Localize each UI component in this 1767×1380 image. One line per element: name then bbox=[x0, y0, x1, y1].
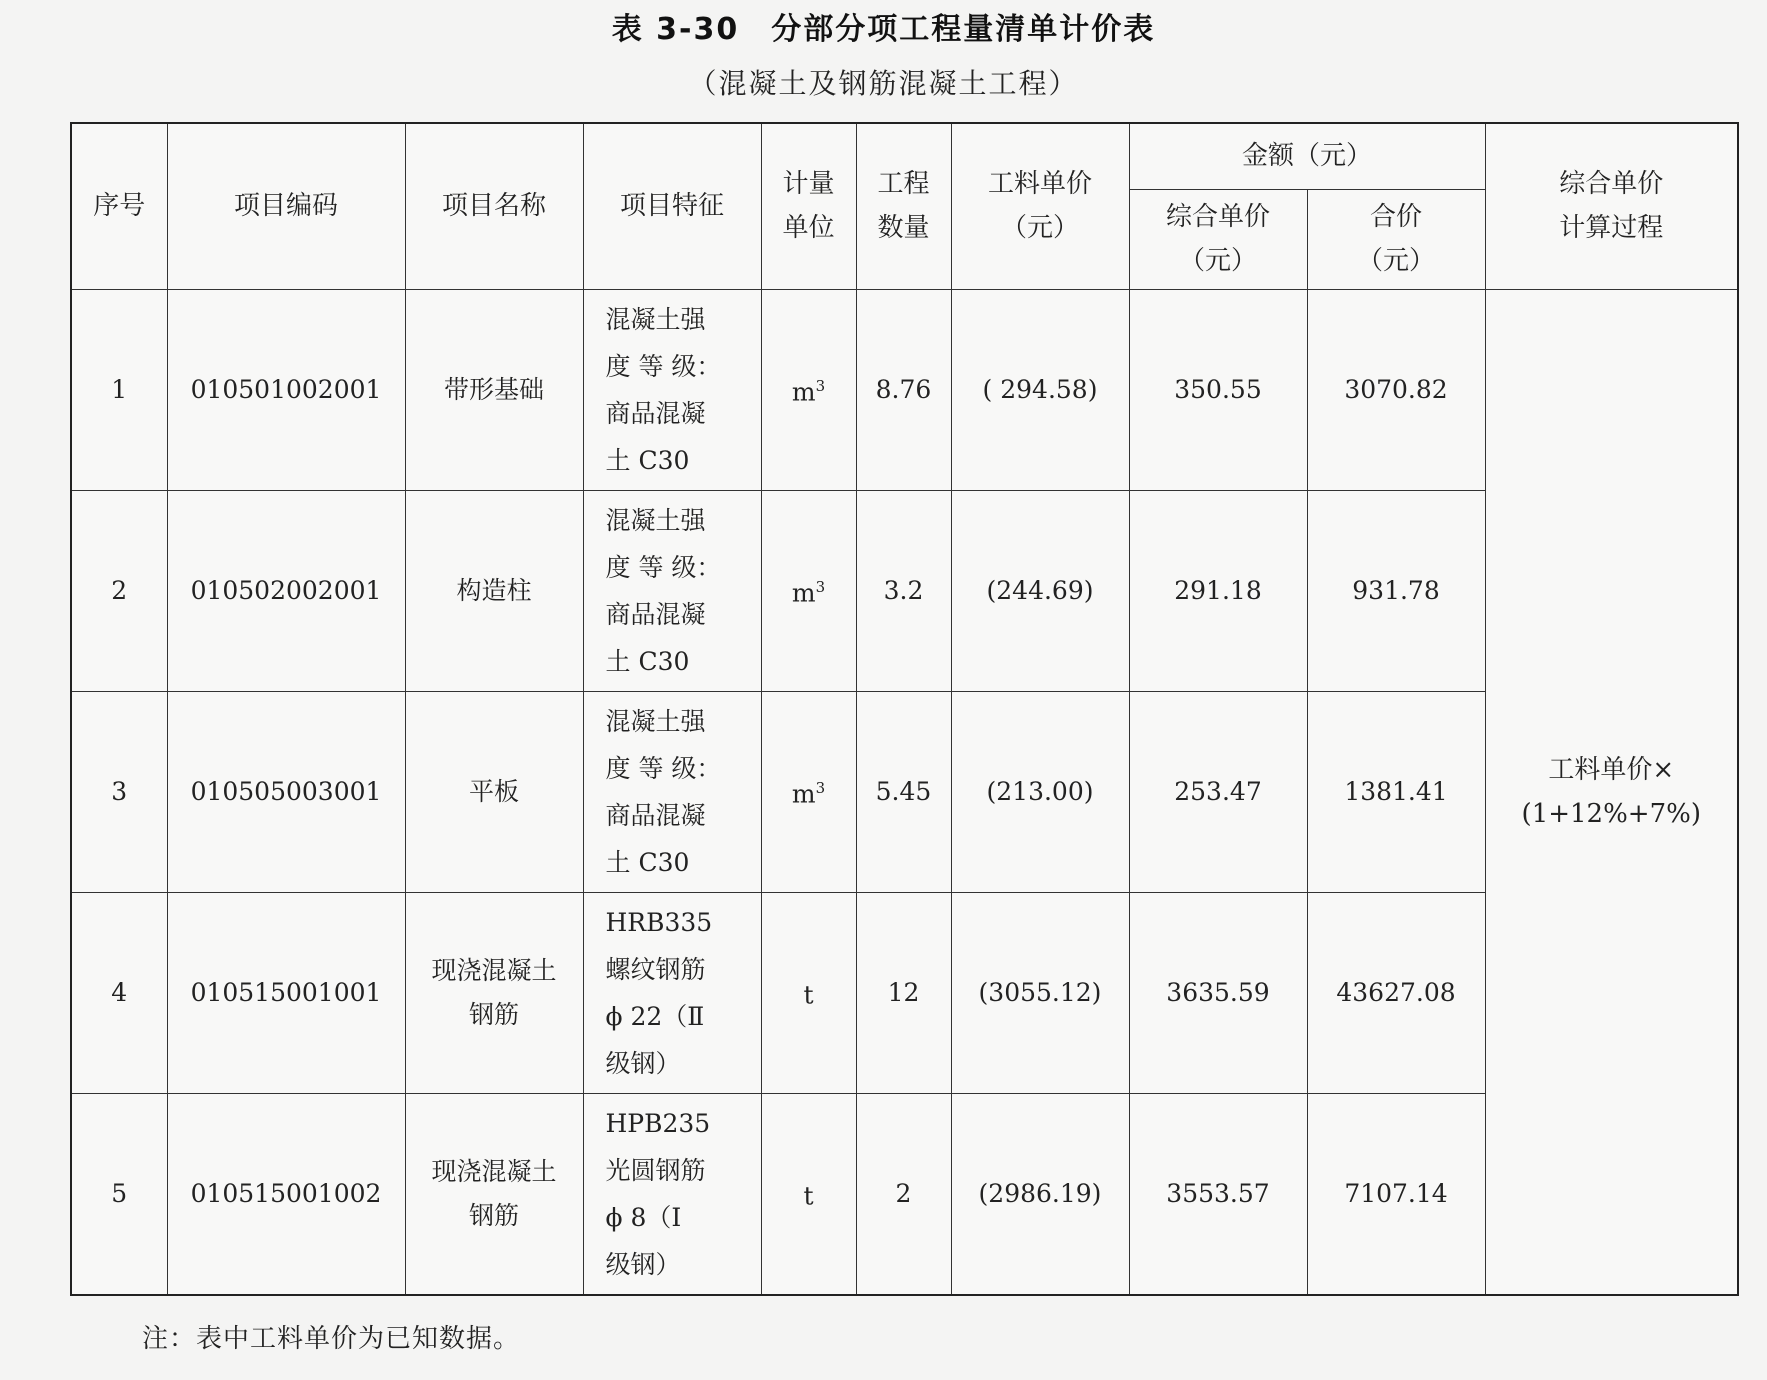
feature-line: 级钢） bbox=[605, 1249, 681, 1279]
header-unit-line1: 计量 bbox=[782, 169, 835, 200]
feature-line: 混凝土强 bbox=[605, 706, 706, 736]
cell-name bbox=[405, 490, 583, 691]
cell-composite-price: 253.47 bbox=[1129, 691, 1307, 892]
calc-line2: (1+12%+7%) bbox=[1521, 798, 1701, 829]
header-amount: 金额（元） bbox=[1129, 123, 1485, 189]
cell-qty: 2 bbox=[856, 1093, 951, 1295]
feature-line: 混凝土强 bbox=[605, 505, 706, 535]
header-name: 项目名称 bbox=[405, 123, 583, 289]
unit-sup: 3 bbox=[815, 377, 826, 396]
cell-name-line1: 带形基础 bbox=[443, 374, 544, 404]
cell-name-line2: 钢筋 bbox=[468, 999, 519, 1029]
header-composite-price bbox=[1129, 189, 1307, 289]
cell-code: 010501002001 bbox=[167, 289, 405, 490]
cell-name bbox=[405, 892, 583, 1093]
header-qty bbox=[856, 123, 951, 289]
feature-line: 度 等 级： bbox=[605, 351, 722, 381]
cell-name-line1: 平板 bbox=[468, 776, 519, 806]
feature-line: 螺纹钢筋 bbox=[605, 954, 706, 984]
unit-sup: 3 bbox=[815, 578, 826, 597]
cell-total: 7107.14 bbox=[1307, 1093, 1485, 1295]
feature-line: 土 C30 bbox=[605, 847, 690, 877]
feature-line: 光圆钢筋 bbox=[605, 1155, 706, 1185]
feature-line: 商品混凝 bbox=[605, 398, 706, 428]
header-labor-price bbox=[951, 123, 1129, 289]
header-calc-process bbox=[1485, 123, 1738, 289]
header-seq: 序号 bbox=[71, 123, 167, 289]
cell-seq: 2 bbox=[71, 490, 167, 691]
cell-composite-price: 291.18 bbox=[1129, 490, 1307, 691]
header-unit bbox=[761, 123, 856, 289]
cell-calc-process bbox=[1485, 289, 1738, 1295]
cell-code: 010502002001 bbox=[167, 490, 405, 691]
cell-qty: 8.76 bbox=[856, 289, 951, 490]
unit-sup: 3 bbox=[815, 779, 826, 798]
feature-line: 商品混凝 bbox=[605, 599, 706, 629]
cell-seq: 5 bbox=[71, 1093, 167, 1295]
cell-name bbox=[405, 691, 583, 892]
cell-code: 010515001001 bbox=[167, 892, 405, 1093]
cell-labor-price: (244.69) bbox=[951, 490, 1129, 691]
cell-qty: 3.2 bbox=[856, 490, 951, 691]
cell-labor-price: ( 294.58) bbox=[951, 289, 1129, 490]
header-composite-line1: 综合单价 bbox=[1165, 202, 1270, 232]
header-total-line2: （元） bbox=[1357, 246, 1436, 276]
cell-qty: 12 bbox=[856, 892, 951, 1093]
cell-code: 010515001002 bbox=[167, 1093, 405, 1295]
header-code: 项目编码 bbox=[167, 123, 405, 289]
table-note: 注：表中工料单价为已知数据。 bbox=[142, 1324, 521, 1354]
header-total bbox=[1307, 189, 1485, 289]
feature-line: 混凝土强 bbox=[605, 304, 706, 334]
cell-composite-price: 3635.59 bbox=[1129, 892, 1307, 1093]
cell-composite-price: 3553.57 bbox=[1129, 1093, 1307, 1295]
feature-line: 级钢） bbox=[605, 1048, 681, 1078]
cell-unit bbox=[761, 1093, 856, 1295]
header-total-line1: 合价 bbox=[1370, 202, 1423, 232]
cell-labor-price: (3055.12) bbox=[951, 892, 1129, 1093]
table-title: 表 3-30 分部分项工程量清单计价表 bbox=[611, 12, 1156, 47]
unit-text: t bbox=[803, 1181, 814, 1211]
cell-labor-price: (2986.19) bbox=[951, 1093, 1129, 1295]
cell-total: 1381.41 bbox=[1307, 691, 1485, 892]
feature-line: 度 等 级： bbox=[605, 753, 722, 783]
unit-text: t bbox=[803, 980, 814, 1010]
bill-of-quantities-table bbox=[70, 122, 1739, 1296]
cell-unit bbox=[761, 691, 856, 892]
unit-text: m bbox=[791, 779, 816, 809]
cell-feature bbox=[583, 289, 761, 490]
cell-total: 3070.82 bbox=[1307, 289, 1485, 490]
feature-line: HPB235 bbox=[605, 1108, 711, 1138]
cell-seq: 4 bbox=[71, 892, 167, 1093]
feature-line: 土 C30 bbox=[605, 445, 690, 475]
cell-name bbox=[405, 1093, 583, 1295]
header-qty-line2: 数量 bbox=[877, 213, 930, 244]
cell-total: 931.78 bbox=[1307, 490, 1485, 691]
table-subtitle: （混凝土及钢筋混凝土工程） bbox=[688, 67, 1079, 100]
header-composite-line2: （元） bbox=[1178, 246, 1257, 276]
header-process-line2: 计算过程 bbox=[1559, 213, 1664, 244]
cell-feature bbox=[583, 490, 761, 691]
cell-name-line1: 构造柱 bbox=[456, 575, 532, 605]
header-feature: 项目特征 bbox=[583, 123, 761, 289]
feature-line: ϕ 8（Ⅰ bbox=[605, 1202, 682, 1232]
header-labor-line2: （元） bbox=[1000, 213, 1079, 244]
cell-name-line2: 钢筋 bbox=[468, 1200, 519, 1230]
cell-unit bbox=[761, 289, 856, 490]
feature-line: HRB335 bbox=[605, 907, 713, 937]
cell-unit bbox=[761, 490, 856, 691]
header-labor-line1: 工料单价 bbox=[987, 169, 1092, 200]
header-qty-line1: 工程 bbox=[877, 169, 930, 200]
feature-line: ϕ 22（Ⅱ bbox=[605, 1001, 705, 1031]
cell-name bbox=[405, 289, 583, 490]
cell-qty: 5.45 bbox=[856, 691, 951, 892]
cell-composite-price: 350.55 bbox=[1129, 289, 1307, 490]
feature-line: 土 C30 bbox=[605, 646, 690, 676]
table-row bbox=[71, 289, 1738, 490]
cell-labor-price: (213.00) bbox=[951, 691, 1129, 892]
feature-line: 度 等 级： bbox=[605, 552, 722, 582]
cell-name-line1: 现浇混凝土 bbox=[431, 1156, 557, 1186]
cell-feature bbox=[583, 892, 761, 1093]
cell-code: 010505003001 bbox=[167, 691, 405, 892]
unit-text: m bbox=[791, 377, 816, 407]
cell-feature bbox=[583, 691, 761, 892]
cell-name-line1: 现浇混凝土 bbox=[431, 955, 557, 985]
unit-text: m bbox=[791, 578, 816, 608]
calc-line1: 工料单价× bbox=[1548, 754, 1675, 785]
header-unit-line2: 单位 bbox=[782, 213, 835, 244]
cell-seq: 3 bbox=[71, 691, 167, 892]
header-process-line1: 综合单价 bbox=[1559, 169, 1664, 200]
cell-feature bbox=[583, 1093, 761, 1295]
cell-unit bbox=[761, 892, 856, 1093]
feature-line: 商品混凝 bbox=[605, 800, 706, 830]
cell-seq: 1 bbox=[71, 289, 167, 490]
cell-total: 43627.08 bbox=[1307, 892, 1485, 1093]
